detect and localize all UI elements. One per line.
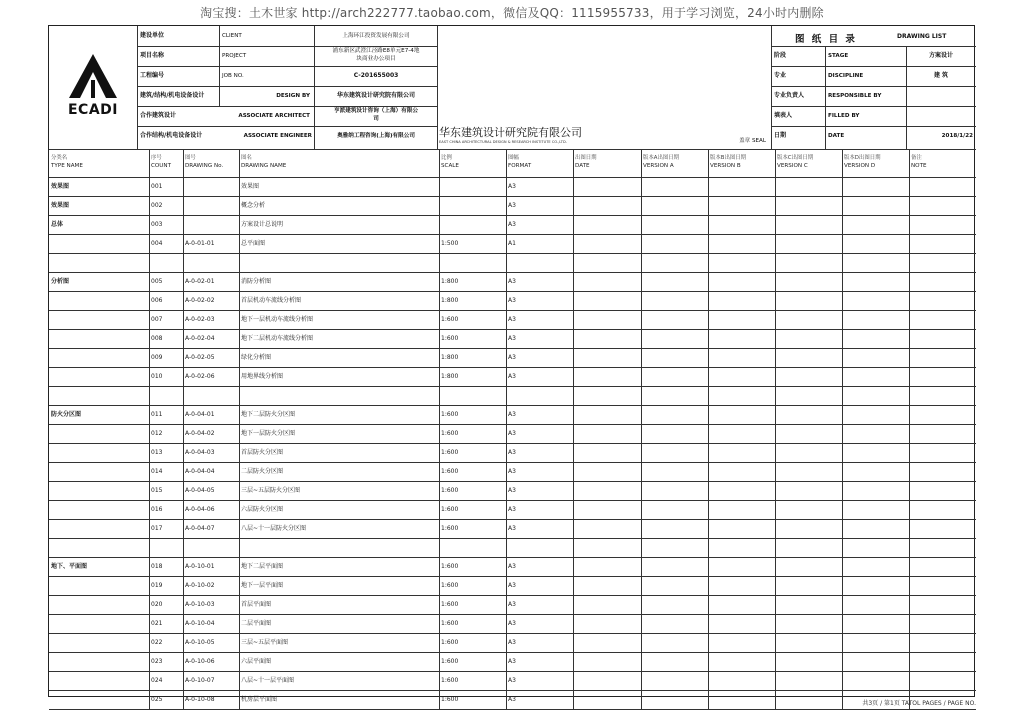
discipline-en-label: DISCIPLINE xyxy=(828,73,864,79)
table-row-divider xyxy=(49,576,976,577)
date-value: 2018/1/22 xyxy=(941,133,973,139)
table-cell-count: 003 xyxy=(151,221,163,228)
table-cell-scale: 1:600 xyxy=(441,411,459,418)
table-column-divider xyxy=(708,149,709,709)
table-cell-name: 地下一层防火分区图 xyxy=(241,430,296,437)
table-row-divider xyxy=(49,443,976,444)
table-cell-scale: 1:600 xyxy=(441,506,459,513)
table-cell-no: A-0-02-05 xyxy=(185,354,215,361)
assoc-arch-value-2: 司 xyxy=(373,116,379,122)
table-cell-name: 二层平面图 xyxy=(241,620,272,627)
table-row-divider xyxy=(49,367,976,368)
column-header-en: VERSION A xyxy=(643,163,674,169)
table-cell-no: A-0-10-06 xyxy=(185,658,215,665)
ecadi-logo-icon xyxy=(49,26,137,106)
client-label: 建设单位 xyxy=(140,32,165,39)
table-cell-format: A3 xyxy=(508,278,516,285)
table-cell-scale: 1:600 xyxy=(441,487,459,494)
table-cell-format: A3 xyxy=(508,525,516,532)
table-cell-count: 010 xyxy=(151,373,163,380)
table-cell-count: 019 xyxy=(151,582,163,589)
table-cell-type: 地下、平面图 xyxy=(51,563,88,570)
table-cell-scale: 1:600 xyxy=(441,563,459,570)
column-header-cn: 版本D出图日期 xyxy=(844,155,881,161)
table-cell-name: 六层防火分区图 xyxy=(241,506,284,513)
table-cell-scale: 1:600 xyxy=(441,316,459,323)
table-cell-count: 024 xyxy=(151,677,163,684)
table-cell-name: 方案设计总说明 xyxy=(241,221,284,228)
client-value: 上海环江投资发展有限公司 xyxy=(342,33,410,39)
table-row-divider xyxy=(49,272,976,273)
table-cell-scale: 1:800 xyxy=(441,278,459,285)
table-cell-scale: 1:600 xyxy=(441,601,459,608)
table-row-divider xyxy=(49,652,976,653)
client-en-label: CLIENT xyxy=(222,33,242,39)
assoc-arch-value-1: 亨派建筑设计咨询（上海）有限公 xyxy=(334,108,418,114)
column-header-en: TYPE NAME xyxy=(51,163,83,169)
table-cell-name: 地下二层机动车流线分析图 xyxy=(241,335,314,342)
project-value-2: 块商业办公项目 xyxy=(356,56,396,62)
date-label: 日期 xyxy=(774,132,787,139)
table-row-divider xyxy=(49,291,976,292)
job-en-label: JOB NO. xyxy=(222,73,244,79)
table-cell-name: 三层~五层防火分区图 xyxy=(241,487,301,494)
column-header-en: SCALE xyxy=(441,163,459,169)
table-column-divider xyxy=(183,149,184,709)
table-cell-name: 八层~十一层平面图 xyxy=(241,677,295,684)
table-cell-scale: 1:600 xyxy=(441,582,459,589)
table-cell-name: 地下一层机动车流线分析图 xyxy=(241,316,314,323)
table-cell-scale: 1:600 xyxy=(441,335,459,342)
table-cell-format: A3 xyxy=(508,335,516,342)
table-column-divider xyxy=(842,149,843,709)
design-label: 建筑/结构/机电设备设计 xyxy=(140,92,205,99)
table-cell-name: 八层~十一层防火分区图 xyxy=(241,525,307,532)
table-cell-scale: 1:600 xyxy=(441,658,459,665)
table-row-divider xyxy=(49,253,976,254)
table-row-divider xyxy=(49,557,976,558)
table-cell-no: A-0-10-07 xyxy=(185,677,215,684)
table-row-divider xyxy=(49,519,976,520)
table-cell-no: A-0-10-05 xyxy=(185,639,215,646)
table-cell-name: 机房层平面图 xyxy=(241,696,278,703)
table-row-divider xyxy=(49,196,976,197)
assoc-arch-en-label: ASSOCIATE ARCHITECT xyxy=(238,113,310,119)
table-cell-format: A3 xyxy=(508,582,516,589)
column-header-cn: 备注 xyxy=(911,155,922,161)
table-cell-format: A3 xyxy=(508,468,516,475)
table-cell-format: A3 xyxy=(508,620,516,627)
table-cell-format: A3 xyxy=(508,639,516,646)
assoc-eng-label: 合作结构/机电设备设计 xyxy=(140,132,203,139)
table-cell-no: A-0-01-01 xyxy=(185,240,215,247)
table-row-divider xyxy=(49,386,976,387)
table-row-divider xyxy=(49,614,976,615)
table-cell-count: 011 xyxy=(151,411,163,418)
table-column-divider xyxy=(641,149,642,709)
table-cell-count: 006 xyxy=(151,297,163,304)
table-cell-count: 013 xyxy=(151,449,163,456)
table-cell-format: A3 xyxy=(508,316,516,323)
table-cell-count: 007 xyxy=(151,316,163,323)
job-value: C-201655003 xyxy=(353,72,399,79)
table-cell-scale: 1:600 xyxy=(441,639,459,646)
table-cell-name: 二层防火分区图 xyxy=(241,468,284,475)
table-cell-format: A3 xyxy=(508,297,516,304)
table-cell-format: A3 xyxy=(508,373,516,380)
table-cell-scale: 1:800 xyxy=(441,373,459,380)
table-cell-count: 018 xyxy=(151,563,163,570)
table-cell-no: A-0-04-05 xyxy=(185,487,215,494)
table-cell-name: 地下二层防火分区图 xyxy=(241,411,296,418)
table-cell-no: A-0-04-02 xyxy=(185,430,215,437)
column-header-en: VERSION D xyxy=(844,163,876,169)
table-cell-format: A3 xyxy=(508,696,516,703)
table-cell-name: 消防分析图 xyxy=(241,278,272,285)
table-cell-count: 022 xyxy=(151,639,163,646)
responsible-en-label: RESPONSIBLE BY xyxy=(828,93,882,99)
stage-label: 阶段 xyxy=(774,52,787,59)
assoc-eng-value: 奥雅纳工程咨询(上海)有限公司 xyxy=(337,133,415,139)
table-cell-format: A3 xyxy=(508,487,516,494)
table-cell-scale: 1:600 xyxy=(441,468,459,475)
table-cell-name: 首层机动车流线分析图 xyxy=(241,297,302,304)
table-cell-type: 分析图 xyxy=(51,278,70,285)
table-row-divider xyxy=(49,709,976,710)
table-cell-count: 009 xyxy=(151,354,163,361)
table-cell-count: 002 xyxy=(151,202,163,209)
table-cell-count: 014 xyxy=(151,468,163,475)
table-cell-format: A3 xyxy=(508,506,516,513)
table-row-divider xyxy=(49,329,976,330)
table-cell-format: A3 xyxy=(508,658,516,665)
column-header-cn: 图名 xyxy=(241,155,252,161)
table-cell-name: 三层~五层平面图 xyxy=(241,639,289,646)
table-cell-format: A3 xyxy=(508,354,516,361)
table-cell-no: A-0-04-03 xyxy=(185,449,215,456)
table-cell-count: 016 xyxy=(151,506,163,513)
column-header-en: COUNT xyxy=(151,163,172,169)
table-cell-scale: 1:600 xyxy=(441,696,459,703)
table-cell-format: A1 xyxy=(508,240,516,247)
table-cell-no: A-0-04-07 xyxy=(185,525,215,532)
table-cell-count: 004 xyxy=(151,240,163,247)
table-cell-name: 地下二层平面图 xyxy=(241,563,284,570)
column-header-cn: 图号 xyxy=(185,155,196,161)
table-column-divider xyxy=(506,149,507,709)
table-cell-no: A-0-10-08 xyxy=(185,696,215,703)
logo-text: ECADI xyxy=(67,102,118,118)
table-cell-no: A-0-04-01 xyxy=(185,411,215,418)
filled-en-label: FILLED BY xyxy=(828,113,860,119)
discipline-value: 建 筑 xyxy=(933,72,949,79)
column-header-cn: 图幅 xyxy=(508,155,519,161)
table-cell-type: 防火分区图 xyxy=(51,411,82,418)
table-cell-type: 效果图 xyxy=(51,202,70,209)
table-cell-name: 概念分析 xyxy=(241,202,266,209)
table-column-divider xyxy=(149,149,150,709)
column-header-cn: 出图日期 xyxy=(575,155,597,161)
project-en-label: PROJECT xyxy=(222,53,247,59)
table-cell-no: A-0-04-04 xyxy=(185,468,215,475)
table-cell-count: 012 xyxy=(151,430,163,437)
table-column-divider xyxy=(439,149,440,709)
table-row-divider xyxy=(49,424,976,425)
project-label: 项目名称 xyxy=(140,52,165,59)
table-cell-count: 015 xyxy=(151,487,163,494)
table-row-divider xyxy=(49,310,976,311)
date-en-label: DATE xyxy=(828,133,845,139)
column-header-cn: 版本A出图日期 xyxy=(643,155,680,161)
table-cell-count: 005 xyxy=(151,278,163,285)
filled-label: 填表人 xyxy=(774,112,793,119)
table-cell-scale: 1:500 xyxy=(441,240,459,247)
table-column-divider xyxy=(239,149,240,709)
table-cell-format: A3 xyxy=(508,601,516,608)
company-name-en: EAST CHINA ARCHITECTURAL DESIGN & RESEARCH INSTITUTE CO.,LTD. xyxy=(439,140,567,144)
discipline-label: 专业 xyxy=(774,72,787,79)
design-value: 华东建筑设计研究院有限公司 xyxy=(336,92,415,99)
table-cell-name: 总平面图 xyxy=(241,240,266,247)
responsible-label: 专业负责人 xyxy=(774,92,805,99)
watermark-text: 淘宝搜：土木世家 http://arch222777.taobao.com，微信及QQ：1115955733，用于学习浏览，24小时内删除 xyxy=(200,6,824,20)
table-cell-count: 020 xyxy=(151,601,163,608)
column-header-cn: 版本C出图日期 xyxy=(777,155,814,161)
seal-label: 盖章 SEAL xyxy=(739,138,766,144)
table-cell-count: 023 xyxy=(151,658,163,665)
stage-value: 方案设计 xyxy=(928,52,953,59)
column-header-en: FORMAT xyxy=(508,163,532,169)
table-cell-name: 地下一层平面图 xyxy=(241,582,284,589)
column-header-en: VERSION B xyxy=(710,163,741,169)
table-cell-scale: 1:600 xyxy=(441,430,459,437)
job-label: 工程编号 xyxy=(140,72,165,79)
page-footer: 共3页 / 第1页 TATOL PAGES / PAGE NO. xyxy=(862,700,976,707)
table-cell-no: A-0-02-03 xyxy=(185,316,215,323)
table-cell-no: A-0-04-06 xyxy=(185,506,215,513)
column-header-en: DRAWING NAME xyxy=(241,163,287,169)
table-cell-count: 008 xyxy=(151,335,163,342)
table-cell-type: 效果图 xyxy=(51,183,70,190)
table-cell-scale: 1:600 xyxy=(441,677,459,684)
table-column-divider xyxy=(573,149,574,709)
drawing-list-title: 图 纸 目 录 xyxy=(795,34,857,45)
assoc-arch-label: 合作建筑设计 xyxy=(140,112,177,119)
table-row-divider xyxy=(49,690,976,691)
table-cell-count: 021 xyxy=(151,620,163,627)
table-row-divider xyxy=(49,462,976,463)
table-row-divider xyxy=(49,215,976,216)
table-row-divider xyxy=(49,671,976,672)
column-header-en: DATE xyxy=(575,163,590,169)
table-row-divider xyxy=(49,500,976,501)
table-cell-name: 用地界线分析图 xyxy=(241,373,284,380)
table-cell-name: 首层防火分区图 xyxy=(241,449,284,456)
table-column-divider xyxy=(775,149,776,709)
table-cell-no: A-0-02-01 xyxy=(185,278,215,285)
table-cell-scale: 1:600 xyxy=(441,449,459,456)
table-cell-type: 总体 xyxy=(51,221,64,228)
drawing-list-title-en: DRAWING LIST xyxy=(897,33,947,40)
assoc-eng-en-label: ASSOCIATE ENGINEER xyxy=(243,133,312,139)
column-header-cn: 序号 xyxy=(151,155,162,161)
column-header-en: DRAWING No. xyxy=(185,163,224,169)
table-cell-format: A3 xyxy=(508,449,516,456)
stage-en-label: STAGE xyxy=(828,53,849,59)
table-cell-name: 效果图 xyxy=(241,183,260,190)
table-cell-scale: 1:600 xyxy=(441,525,459,532)
column-header-cn: 版本B出图日期 xyxy=(710,155,747,161)
ecadi-logo xyxy=(49,26,137,146)
table-cell-no: A-0-10-03 xyxy=(185,601,215,608)
table-column-divider xyxy=(909,149,910,709)
table-cell-no: A-0-02-06 xyxy=(185,373,215,380)
table-cell-name: 绿化分析图 xyxy=(241,354,272,361)
column-header-cn: 分类名 xyxy=(51,155,68,161)
table-row-divider xyxy=(49,633,976,634)
table-row-divider xyxy=(49,234,976,235)
table-cell-no: A-0-02-02 xyxy=(185,297,215,304)
table-cell-format: A3 xyxy=(508,202,516,209)
table-cell-format: A3 xyxy=(508,411,516,418)
table-cell-scale: 1:800 xyxy=(441,297,459,304)
table-cell-no: A-0-10-01 xyxy=(185,563,215,570)
table-row-divider xyxy=(49,405,976,406)
table-cell-no: A-0-10-04 xyxy=(185,620,215,627)
table-cell-format: A3 xyxy=(508,677,516,684)
table-cell-scale: 1:800 xyxy=(441,354,459,361)
table-row-divider xyxy=(49,595,976,596)
table-cell-name: 首层平面图 xyxy=(241,601,272,608)
project-value-1: 浦东新区武澄江泾路E8单元E7-4地 xyxy=(332,48,420,54)
table-row-divider xyxy=(49,538,976,539)
table-cell-format: A3 xyxy=(508,183,516,190)
company-name: 华东建筑设计研究院有限公司 xyxy=(439,126,582,139)
table-cell-count: 001 xyxy=(151,183,163,190)
column-header-cn: 比例 xyxy=(441,155,452,161)
table-row-divider xyxy=(49,348,976,349)
table-cell-name: 六层平面图 xyxy=(241,658,272,665)
column-header-en: NOTE xyxy=(911,163,927,169)
table-cell-scale: 1:600 xyxy=(441,620,459,627)
table-cell-format: A3 xyxy=(508,563,516,570)
table-cell-no: A-0-02-04 xyxy=(185,335,215,342)
table-row-divider xyxy=(49,481,976,482)
table-cell-format: A3 xyxy=(508,221,516,228)
table-cell-no: A-0-10-02 xyxy=(185,582,215,589)
drawing-list-sheet xyxy=(48,25,975,703)
table-cell-format: A3 xyxy=(508,430,516,437)
design-en-label: DESIGN BY xyxy=(276,93,310,99)
table-header-divider xyxy=(49,177,976,178)
column-header-en: VERSION C xyxy=(777,163,808,169)
table-cell-count: 017 xyxy=(151,525,163,532)
table-cell-count: 025 xyxy=(151,696,163,703)
